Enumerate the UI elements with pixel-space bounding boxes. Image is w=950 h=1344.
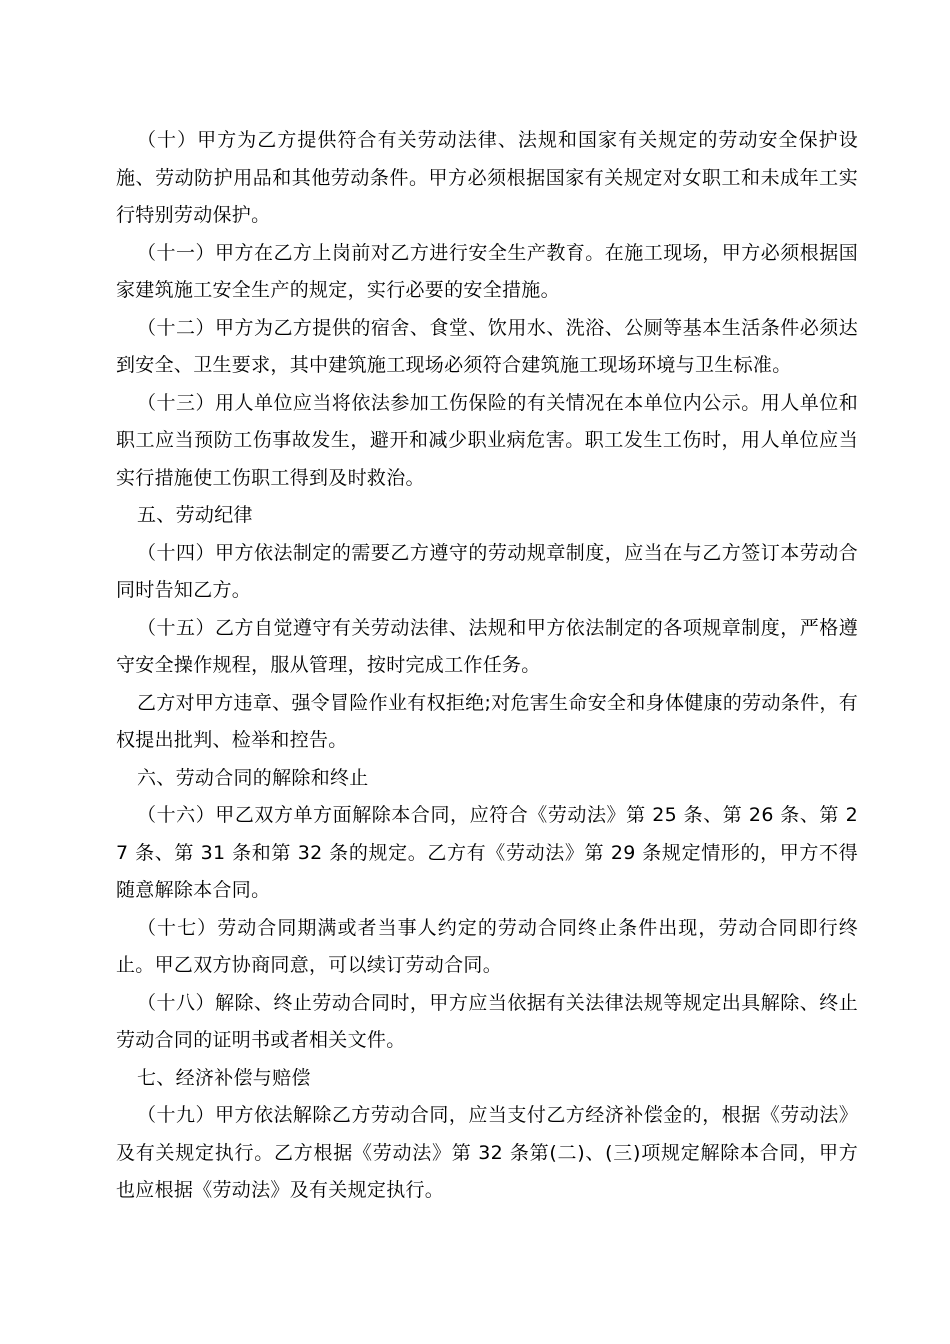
clause-15-supplement: 乙方对甲方违章、强令冒险作业有权拒绝;对危害生命安全和身体健康的劳动条件，有权提出批判、检举和控告。 — [116, 691, 858, 751]
clause-10: （十）甲方为乙方提供符合有关劳动法律、法规和国家有关规定的劳动安全保护设施、劳动防护用品和其他劳动条件。甲方必须根据国家有关规定对女职工和未成年工实行特别劳动保护。 — [116, 129, 858, 226]
clause-12: （十二）甲方为乙方提供的宿舍、食堂、饮用水、洗浴、公厕等基本生活条件必须达到安全、卫生要求，其中建筑施工现场必须符合建筑施工现场环境与卫生标准。 — [116, 316, 858, 376]
section-heading-compensation: 七、经济补偿与赔偿 — [137, 1066, 311, 1089]
clause-19: （十九）甲方依法解除乙方劳动合同，应当支付乙方经济补偿金的，根据《劳动法》及有关规定执行。乙方根据《劳动法》第 32 条第(二)、(三)项规定解除本合同，甲方也应根据《劳动法》及有关规定执行。 — [116, 1104, 858, 1201]
clause-17: （十七）劳动合同期满或者当事人约定的劳动合同终止条件出现，劳动合同即行终止。甲乙双方协商同意，可以续订劳动合同。 — [116, 916, 858, 976]
contract-body — [116, 122, 858, 1210]
clause-13: （十三）用人单位应当将依法参加工伤保险的有关情况在本单位内公示。用人单位和职工应当预防工伤事故发生，避开和减少职业病危害。职工发生工伤时，用人单位应当实行措施使工伤职工得到及时救治。 — [116, 391, 858, 489]
clause-16: （十六）甲乙双方单方面解除本合同，应符合《劳动法》第 25 条、第 26 条、第 27 条、第 31 条和第 32 条的规定。乙方有《劳动法》第 29 条规定情形的，甲方不得随意解除本合同。 — [116, 804, 858, 901]
clause-15: （十五）乙方自觉遵守有关劳动法律、法规和甲方依法制定的各项规章制度，严格遵守安全操作规程，服从管理，按时完成工作任务。 — [116, 616, 858, 676]
clause-14: （十四）甲方依法制定的需要乙方遵守的劳动规章制度，应当在与乙方签订本劳动合同时告知乙方。 — [116, 541, 858, 601]
clause-11: （十一）甲方在乙方上岗前对乙方进行安全生产教育。在施工现场，甲方必须根据国家建筑施工安全生产的规定，实行必要的安全措施。 — [116, 241, 858, 301]
section-heading-termination: 六、劳动合同的解除和终止 — [137, 766, 369, 789]
clause-18: （十八）解除、终止劳动合同时，甲方应当依据有关法律法规等规定出具解除、终止劳动合同的证明书或者相关文件。 — [116, 991, 858, 1051]
section-heading-labor-discipline: 五、劳动纪律 — [137, 504, 253, 526]
